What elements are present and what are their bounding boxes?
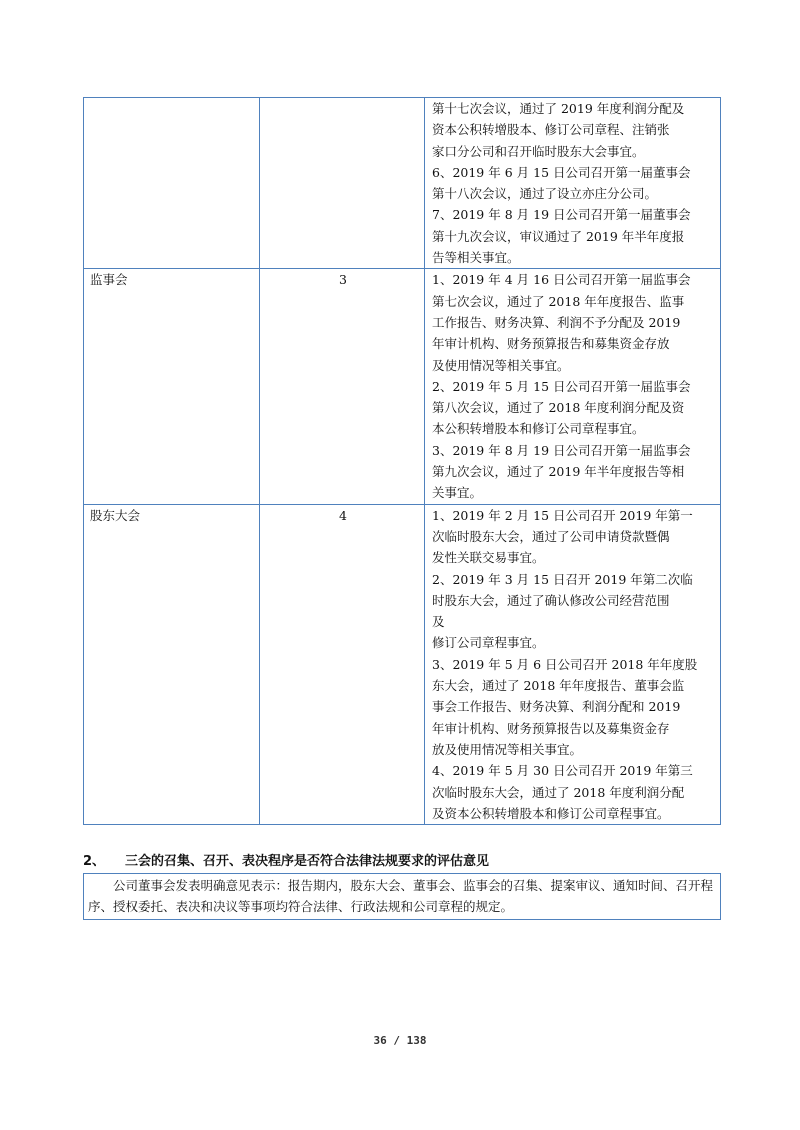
content-line: 第十七次会议，通过了 2019 年度利润分配及 xyxy=(432,101,685,116)
content-line: 第十九次会议，审议通过了 2019 年半年度报 xyxy=(432,228,685,244)
content-line: 事会工作报告、财务决算、利润分配和 2019 xyxy=(432,699,681,715)
content-line: 6、2019 年 6 月 15 日公司召开第一届董事会 xyxy=(432,164,691,180)
content-line: 1、2019 年 2 月 15 日公司召开 2019 年第一 xyxy=(432,507,693,523)
content-line: 发性关联交易事宜。 xyxy=(432,550,545,566)
content-line: 资本公积转增股本、修订公司章程、注销张 xyxy=(432,122,670,138)
content-line: 3、2019 年 8 月 19 日公司召开第一届监事会 xyxy=(432,442,691,458)
opinion-box xyxy=(83,873,721,920)
content-line: 修订公司章程事宜。 xyxy=(432,635,545,651)
content-line: 及资本公积转增股本和修订公司章程事宜。 xyxy=(432,805,670,821)
meeting-content-cell xyxy=(425,98,721,269)
content-line: 工作报告、财务决算、利润不予分配及 2019 xyxy=(432,314,681,330)
meeting-type-cell: 股东大会 xyxy=(84,504,260,824)
content-line: 及使用情况等相关事宜。 xyxy=(432,357,570,373)
section-heading xyxy=(83,852,489,872)
content-line: 次临时股东大会，通过了 2018 年度利润分配 xyxy=(432,784,685,800)
meeting-type-cell xyxy=(84,98,260,269)
content-line: 7、2019 年 8 月 19 日公司召开第一届董事会 xyxy=(432,207,691,223)
meeting-count-cell: 3 xyxy=(260,269,425,504)
section-title: 三会的召集、召开、表决程序是否符合法律法规要求的评估意见 xyxy=(125,854,490,869)
meetings-table xyxy=(83,97,721,825)
content-line: 4、2019 年 5 月 30 日公司召开 2019 年第三 xyxy=(432,763,693,779)
content-line: 本公积转增股本和修订公司章程事宜。 xyxy=(432,421,645,437)
content-line: 东大会，通过了 2018 年年度报告、董事会监 xyxy=(432,678,685,694)
content-line: 第八次会议，通过了 2018 年度利润分配及资 xyxy=(432,400,685,416)
meeting-content-cell xyxy=(425,269,721,504)
content-line: 年审计机构、财务预算报告以及募集资金存 xyxy=(432,720,670,736)
table-row xyxy=(84,504,721,824)
content-line: 1、2019 年 4 月 16 日公司召开第一届监事会 xyxy=(432,272,691,288)
page-number: 36 / 138 xyxy=(373,1034,427,1047)
content-line: 第七次会议，通过了 2018 年年度报告、监事 xyxy=(432,293,685,309)
content-line: 第十八次会议，通过了设立亦庄分公司。 xyxy=(432,186,658,202)
content-line: 时股东大会，通过了确认修改公司经营范围 xyxy=(432,592,670,608)
content-line: 家口分公司和召开临时股东大会事宜。 xyxy=(432,143,645,159)
table-row xyxy=(84,269,721,504)
content-line: 2、2019 年 5 月 15 日公司召开第一届监事会 xyxy=(432,378,691,394)
content-line: 关事宜。 xyxy=(432,485,483,501)
content-line: 及 xyxy=(432,614,445,630)
meeting-count-cell: 4 xyxy=(260,504,425,824)
opinion-text: 公司董事会发表明确意见表示：报告期内，股东大会、董事会、监事会的召集、提案审议、通知时间、召开程序、授权委托、表决和决议等事项均符合法律、行政法规和公司章程的规定。 xyxy=(88,878,714,914)
content-line: 告等相关事宜。 xyxy=(432,250,520,266)
meeting-content-cell xyxy=(425,504,721,824)
meeting-count-cell xyxy=(260,98,425,269)
meeting-type-cell: 监事会 xyxy=(84,269,260,504)
content-line: 3、2019 年 5 月 6 日公司召开 2018 年年度股 xyxy=(432,656,698,672)
content-line: 2、2019 年 3 月 15 日召开 2019 年第二次临 xyxy=(432,571,693,587)
table-row xyxy=(84,98,721,269)
content-line: 次临时股东大会，通过了公司申请贷款暨偶 xyxy=(432,528,670,544)
content-line: 第九次会议，通过了 2019 年半年度报告等相 xyxy=(432,464,685,480)
section-number: 2、 xyxy=(83,854,106,869)
content-line: 放及使用情况等相关事宜。 xyxy=(432,741,583,757)
content-line: 年审计机构、财务预算报告和募集资金存放 xyxy=(432,336,670,352)
